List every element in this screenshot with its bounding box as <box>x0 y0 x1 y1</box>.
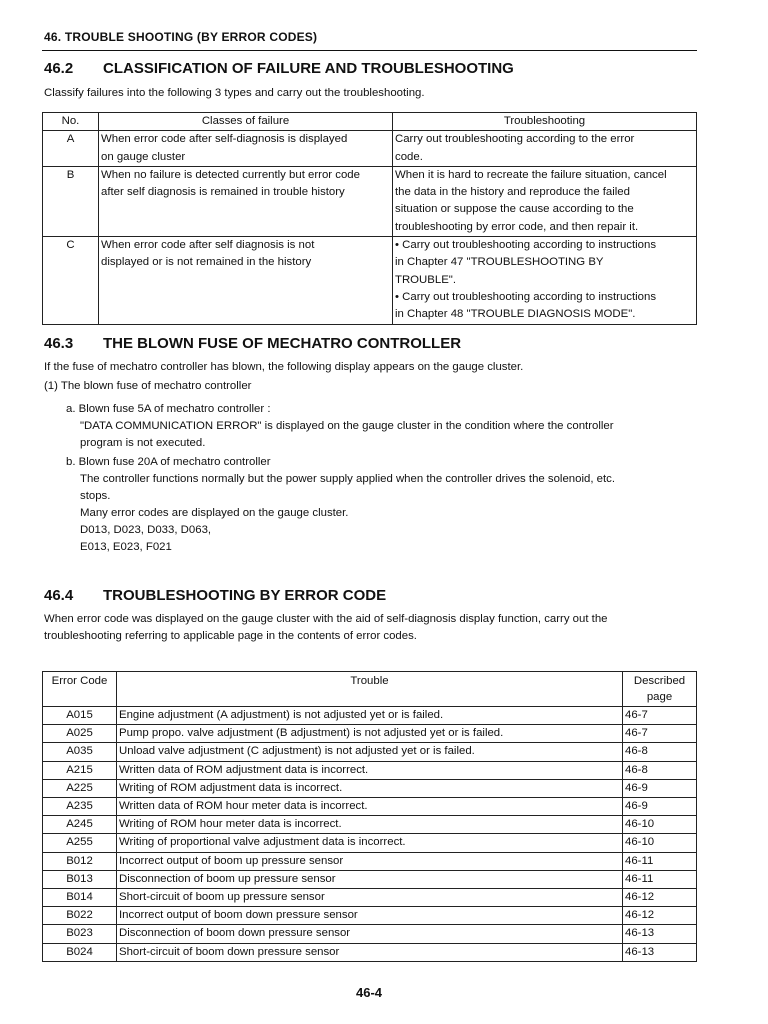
error-code-cell: A245 <box>43 816 117 834</box>
cell-line: troubleshooting by error code, and then repair it. <box>395 220 639 233</box>
table-row <box>43 237 697 324</box>
failure-classification-table <box>42 112 697 325</box>
fuse-20a-block <box>66 454 686 556</box>
trouble-cell: Writing of ROM hour meter data is incorrect. <box>117 816 623 834</box>
cell-line: When error code after self diagnosis is not <box>101 239 315 252</box>
fuse-20a-title: b. Blown fuse 20A of mechatro controller <box>66 456 271 468</box>
error-code-cell: A015 <box>43 707 117 725</box>
section-46-2-title: CLASSIFICATION OF FAILURE AND TROUBLESHOOTING <box>103 60 514 77</box>
table-row <box>43 834 697 852</box>
error-code-cell: B024 <box>43 943 117 961</box>
cell-line: • Carry out troubleshooting according to instructions <box>395 290 657 303</box>
table-row <box>43 131 697 167</box>
cell-line: When it is hard to recreate the failure situation, cancel <box>395 168 667 181</box>
table-header-row <box>43 672 697 707</box>
header-divider <box>42 50 697 51</box>
table-row <box>43 870 697 888</box>
described-page-cell: 46-7 <box>623 725 697 743</box>
trouble-cell: Writing of ROM adjustment data is incorrect. <box>117 779 623 797</box>
described-page-cell: 46-12 <box>623 907 697 925</box>
column-header-classes: Classes of failure <box>99 113 393 131</box>
cell-line: situation or suppose the cause according to the <box>395 203 634 216</box>
section-46-4-number: 46.4 <box>44 587 74 604</box>
row-classes <box>99 166 393 236</box>
trouble-cell: Unload valve adjustment (C adjustment) is not adjusted yet or is failed. <box>117 743 623 761</box>
section-46-4-heading <box>44 587 386 604</box>
column-header-error-code: Error Code <box>43 672 117 707</box>
described-page-cell: 46-7 <box>623 707 697 725</box>
section-46-4-intro <box>44 611 694 645</box>
table-row <box>43 743 697 761</box>
trouble-cell: Short-circuit of boom up pressure sensor <box>117 889 623 907</box>
trouble-cell: Written data of ROM hour meter data is incorrect. <box>117 798 623 816</box>
cell-line: When no failure is detected currently but error code <box>101 168 360 181</box>
trouble-cell: Written data of ROM adjustment data is incorrect. <box>117 761 623 779</box>
table-row <box>43 707 697 725</box>
row-troubleshooting <box>393 237 697 324</box>
trouble-cell: Pump propo. valve adjustment (B adjustment) is not adjusted yet or is failed. <box>117 725 623 743</box>
table-row <box>43 761 697 779</box>
table-row <box>43 816 697 834</box>
described-page-cell: 46-13 <box>623 943 697 961</box>
cell-line: in Chapter 48 "TROUBLE DIAGNOSIS MODE". <box>395 308 636 321</box>
table-row <box>43 943 697 961</box>
row-classes <box>99 131 393 167</box>
section-46-3-item-1: (1) The blown fuse of mechatro controller <box>44 380 252 392</box>
table-row <box>43 725 697 743</box>
cell-line: • Carry out troubleshooting according to instructions <box>395 239 657 252</box>
error-code-cell: A225 <box>43 779 117 797</box>
fuse-5a-title: a. Blown fuse 5A of mechatro controller : <box>66 403 271 415</box>
table-header-row <box>43 113 697 131</box>
trouble-cell: Incorrect output of boom up pressure sensor <box>117 852 623 870</box>
trouble-cell: Engine adjustment (A adjustment) is not adjusted yet or is failed. <box>117 707 623 725</box>
described-page-label-line-1: Described <box>633 675 686 687</box>
row-troubleshooting <box>393 166 697 236</box>
row-no: A <box>43 131 99 167</box>
section-46-2-number: 46.2 <box>44 60 74 77</box>
cell-line: TROUBLE". <box>395 273 457 286</box>
error-code-cell: B022 <box>43 907 117 925</box>
fuse-5a-line-2: program is not executed. <box>80 437 206 449</box>
error-codes-list-2: E013, E023, F021 <box>80 541 172 553</box>
column-header-trouble: Trouble <box>117 672 623 707</box>
section-46-4-title: TROUBLESHOOTING BY ERROR CODE <box>103 587 387 604</box>
table-row <box>43 779 697 797</box>
described-page-cell: 46-10 <box>623 816 697 834</box>
table-row <box>43 925 697 943</box>
described-page-cell: 46-13 <box>623 925 697 943</box>
fuse-20a-line-3: Many error codes are displayed on the gauge cluster. <box>80 507 349 519</box>
section-46-2-intro: Classify failures into the following 3 types and carry out the troubleshooting. <box>44 87 425 99</box>
section-46-4-intro-line-1: When error code was displayed on the gauge cluster with the aid of self-diagnosis display function, carry out the <box>44 613 608 625</box>
error-code-cell: A025 <box>43 725 117 743</box>
column-header-no: No. <box>43 113 99 131</box>
row-troubleshooting <box>393 131 697 167</box>
cell-line: Carry out troubleshooting according to the error <box>395 133 635 146</box>
trouble-cell: Disconnection of boom down pressure sensor <box>117 925 623 943</box>
trouble-cell: Writing of proportional valve adjustment data is incorrect. <box>117 834 623 852</box>
described-page-cell: 46-12 <box>623 889 697 907</box>
table-row <box>43 852 697 870</box>
error-codes-list-1: D013, D023, D033, D063, <box>80 524 212 536</box>
described-page-cell: 46-9 <box>623 798 697 816</box>
page-number: 46-4 <box>355 985 383 1000</box>
table-row <box>43 166 697 236</box>
described-page-cell: 46-9 <box>623 779 697 797</box>
fuse-5a-block <box>66 401 686 452</box>
trouble-cell: Disconnection of boom up pressure sensor <box>117 870 623 888</box>
error-code-cell: A035 <box>43 743 117 761</box>
column-header-troubleshooting: Troubleshooting <box>393 113 697 131</box>
table-row <box>43 889 697 907</box>
row-classes <box>99 237 393 324</box>
cell-line: When error code after self-diagnosis is displayed <box>101 133 348 146</box>
fuse-20a-line-1: The controller functions normally but the power supply applied when the controller drives the solenoid, etc. <box>80 473 616 485</box>
section-46-3-heading <box>44 335 461 352</box>
fuse-20a-line-2: stops. <box>80 490 111 502</box>
table-row <box>43 798 697 816</box>
described-page-cell: 46-8 <box>623 743 697 761</box>
fuse-5a-line-1: "DATA COMMUNICATION ERROR" is displayed on the gauge cluster in the condition where the controller <box>80 420 614 432</box>
error-code-cell: A255 <box>43 834 117 852</box>
error-code-cell: B012 <box>43 852 117 870</box>
section-46-3-intro: If the fuse of mechatro controller has blown, the following display appears on the gauge cluster. <box>44 361 524 373</box>
cell-line: the data in the history and reproduce the failed <box>395 186 630 199</box>
table-row <box>43 907 697 925</box>
trouble-cell: Incorrect output of boom down pressure sensor <box>117 907 623 925</box>
cell-line: displayed or is not remained in the history <box>101 256 312 269</box>
section-46-4-intro-line-2: troubleshooting referring to applicable page in the contents of error codes. <box>44 630 417 642</box>
described-page-label-line-2: page <box>646 690 673 703</box>
section-46-3-number: 46.3 <box>44 335 74 352</box>
cell-line: code. <box>395 150 423 163</box>
described-page-cell: 46-11 <box>623 870 697 888</box>
error-code-cell: A235 <box>43 798 117 816</box>
row-no: B <box>43 166 99 236</box>
section-46-2-heading <box>44 60 514 77</box>
section-46-3-title: THE BLOWN FUSE OF MECHATRO CONTROLLER <box>103 335 462 352</box>
described-page-cell: 46-11 <box>623 852 697 870</box>
described-page-cell: 46-8 <box>623 761 697 779</box>
row-no: C <box>43 237 99 324</box>
trouble-cell: Short-circuit of boom down pressure sensor <box>117 943 623 961</box>
described-page-cell: 46-10 <box>623 834 697 852</box>
error-code-cell: B013 <box>43 870 117 888</box>
error-code-cell: B014 <box>43 889 117 907</box>
error-code-cell: A215 <box>43 761 117 779</box>
cell-line: on gauge cluster <box>101 150 186 163</box>
error-code-cell: B023 <box>43 925 117 943</box>
cell-line: after self diagnosis is remained in trouble history <box>101 186 345 199</box>
cell-line: in Chapter 47 "TROUBLESHOOTING BY <box>395 256 604 269</box>
error-code-table <box>42 671 697 962</box>
chapter-header: 46. TROUBLE SHOOTING (BY ERROR CODES) <box>44 30 318 44</box>
column-header-described-page <box>623 672 697 707</box>
